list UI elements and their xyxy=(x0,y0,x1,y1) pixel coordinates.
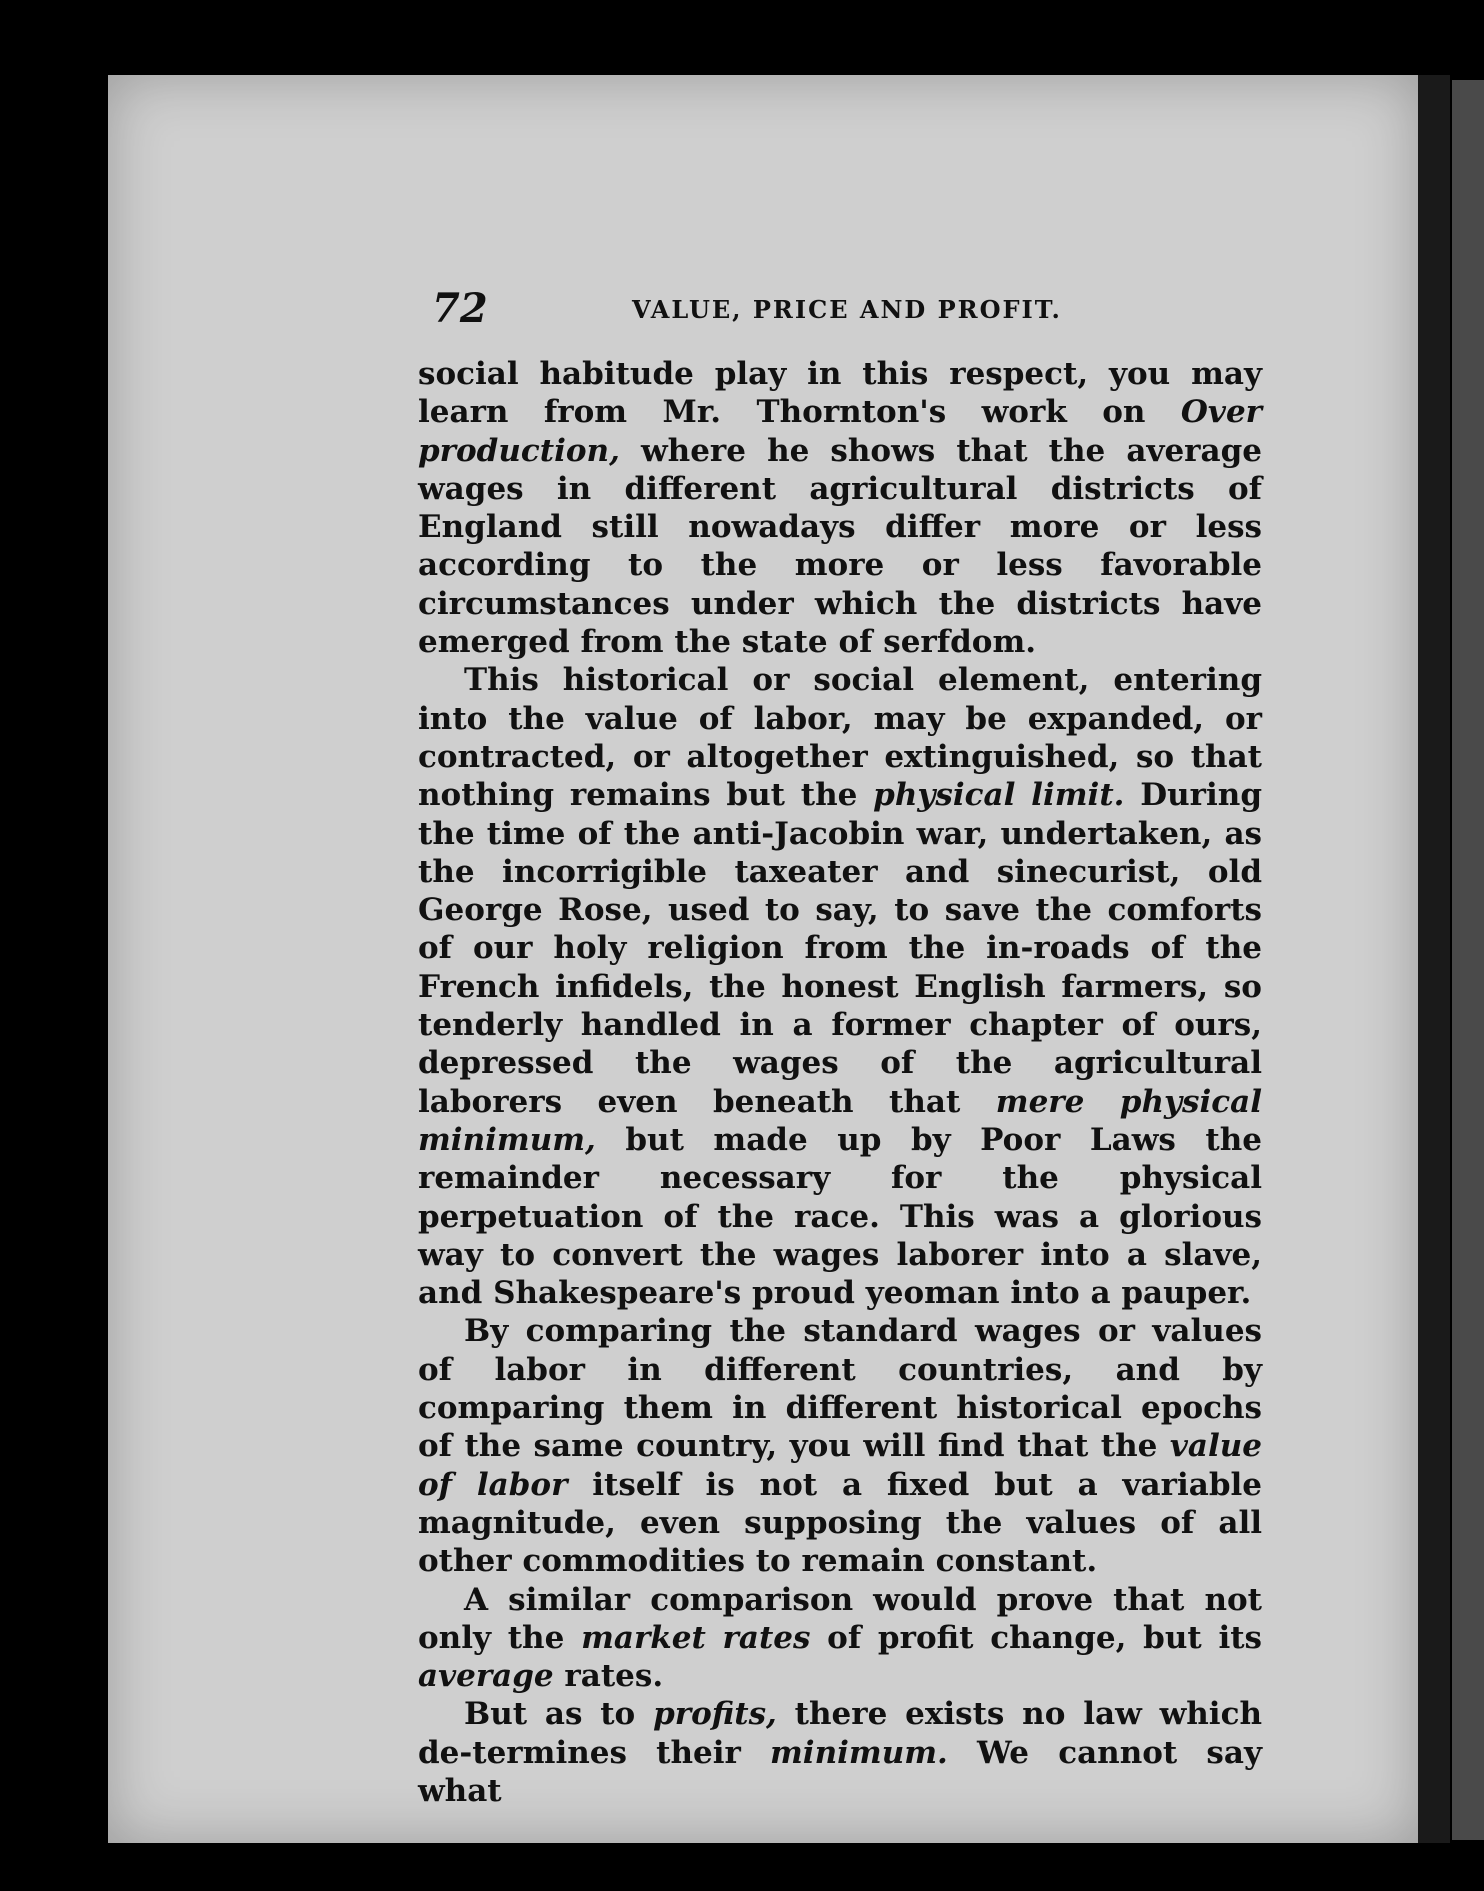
text-segment: A similar comparison would prove that not only the xyxy=(418,1581,1262,1656)
body-text xyxy=(418,355,1262,1810)
paragraph-3 xyxy=(418,1312,1262,1580)
text-segment: itself is not a fixed but a variable magnitude, even supposing the values of all other commodities to remain constant. xyxy=(418,1466,1262,1580)
paragraph-5 xyxy=(418,1695,1262,1810)
text-segment: During the time of the anti-Jacobin war, undertaken, as the incorrigible taxeater and sinecurist, old George Rose, used to say, to save the comforts of our holy religion from the in-roads of the French infidels, the honest English farmers, so tenderly handled in a former chapter of ours, depressed the wages of the agricultural laborers even beneath that xyxy=(418,777,1263,1120)
text-segment: But as to xyxy=(464,1696,654,1733)
text-segment: rates. xyxy=(553,1658,664,1695)
italic-term: minimum. xyxy=(770,1734,948,1771)
text-segment: of profit change, but its xyxy=(810,1619,1262,1656)
running-title: VALUE, PRICE AND PROFIT. xyxy=(632,295,1062,324)
page-number: 72 xyxy=(432,285,488,332)
text-segment: This historical or social element, entering into the value of labor, may be expanded, or contracted, or altogether extinguished, so that nothing remains but the xyxy=(418,662,1262,814)
italic-term: physical limit. xyxy=(873,777,1125,814)
text-segment: social habitude play in this respect, you may learn from Mr. Thornton's work on xyxy=(418,356,1262,431)
text-segment: We cannot say what xyxy=(418,1734,1262,1809)
paragraph-4 xyxy=(418,1581,1262,1696)
italic-term: profits, xyxy=(653,1696,777,1733)
text-segment: there exists no law which de-termines their xyxy=(418,1696,1262,1771)
adjacent-page-strip xyxy=(1452,80,1484,1840)
paragraph-1 xyxy=(418,355,1262,661)
page-edge-shadow xyxy=(1418,75,1450,1843)
text-segment: but made up by Poor Laws the remainder necessary for the physical perpetuation of the race. This was a glorious way to convert the wages laborer into a slave, and Shakespeare's proud yeoman into a pauper. xyxy=(418,1121,1262,1312)
italic-term: average xyxy=(418,1658,554,1695)
italic-term: Over production, xyxy=(418,394,1262,469)
italic-term: value of labor xyxy=(418,1428,1262,1503)
italic-term: mere physical minimum, xyxy=(418,1083,1262,1158)
paragraph-2 xyxy=(418,661,1262,1312)
page-header xyxy=(432,285,1262,335)
italic-term: market rates xyxy=(581,1619,811,1656)
text-segment: where he shows that the average wages in different agricultural districts of England still nowadays differ more or less according to the more or less favorable circumstances under which the districts have emerged from the state of serfdom. xyxy=(418,432,1262,661)
text-segment: By comparing the standard wages or values of labor in different countries, and by comparing them in different historical epochs of the same country, you will find that the xyxy=(418,1313,1262,1465)
